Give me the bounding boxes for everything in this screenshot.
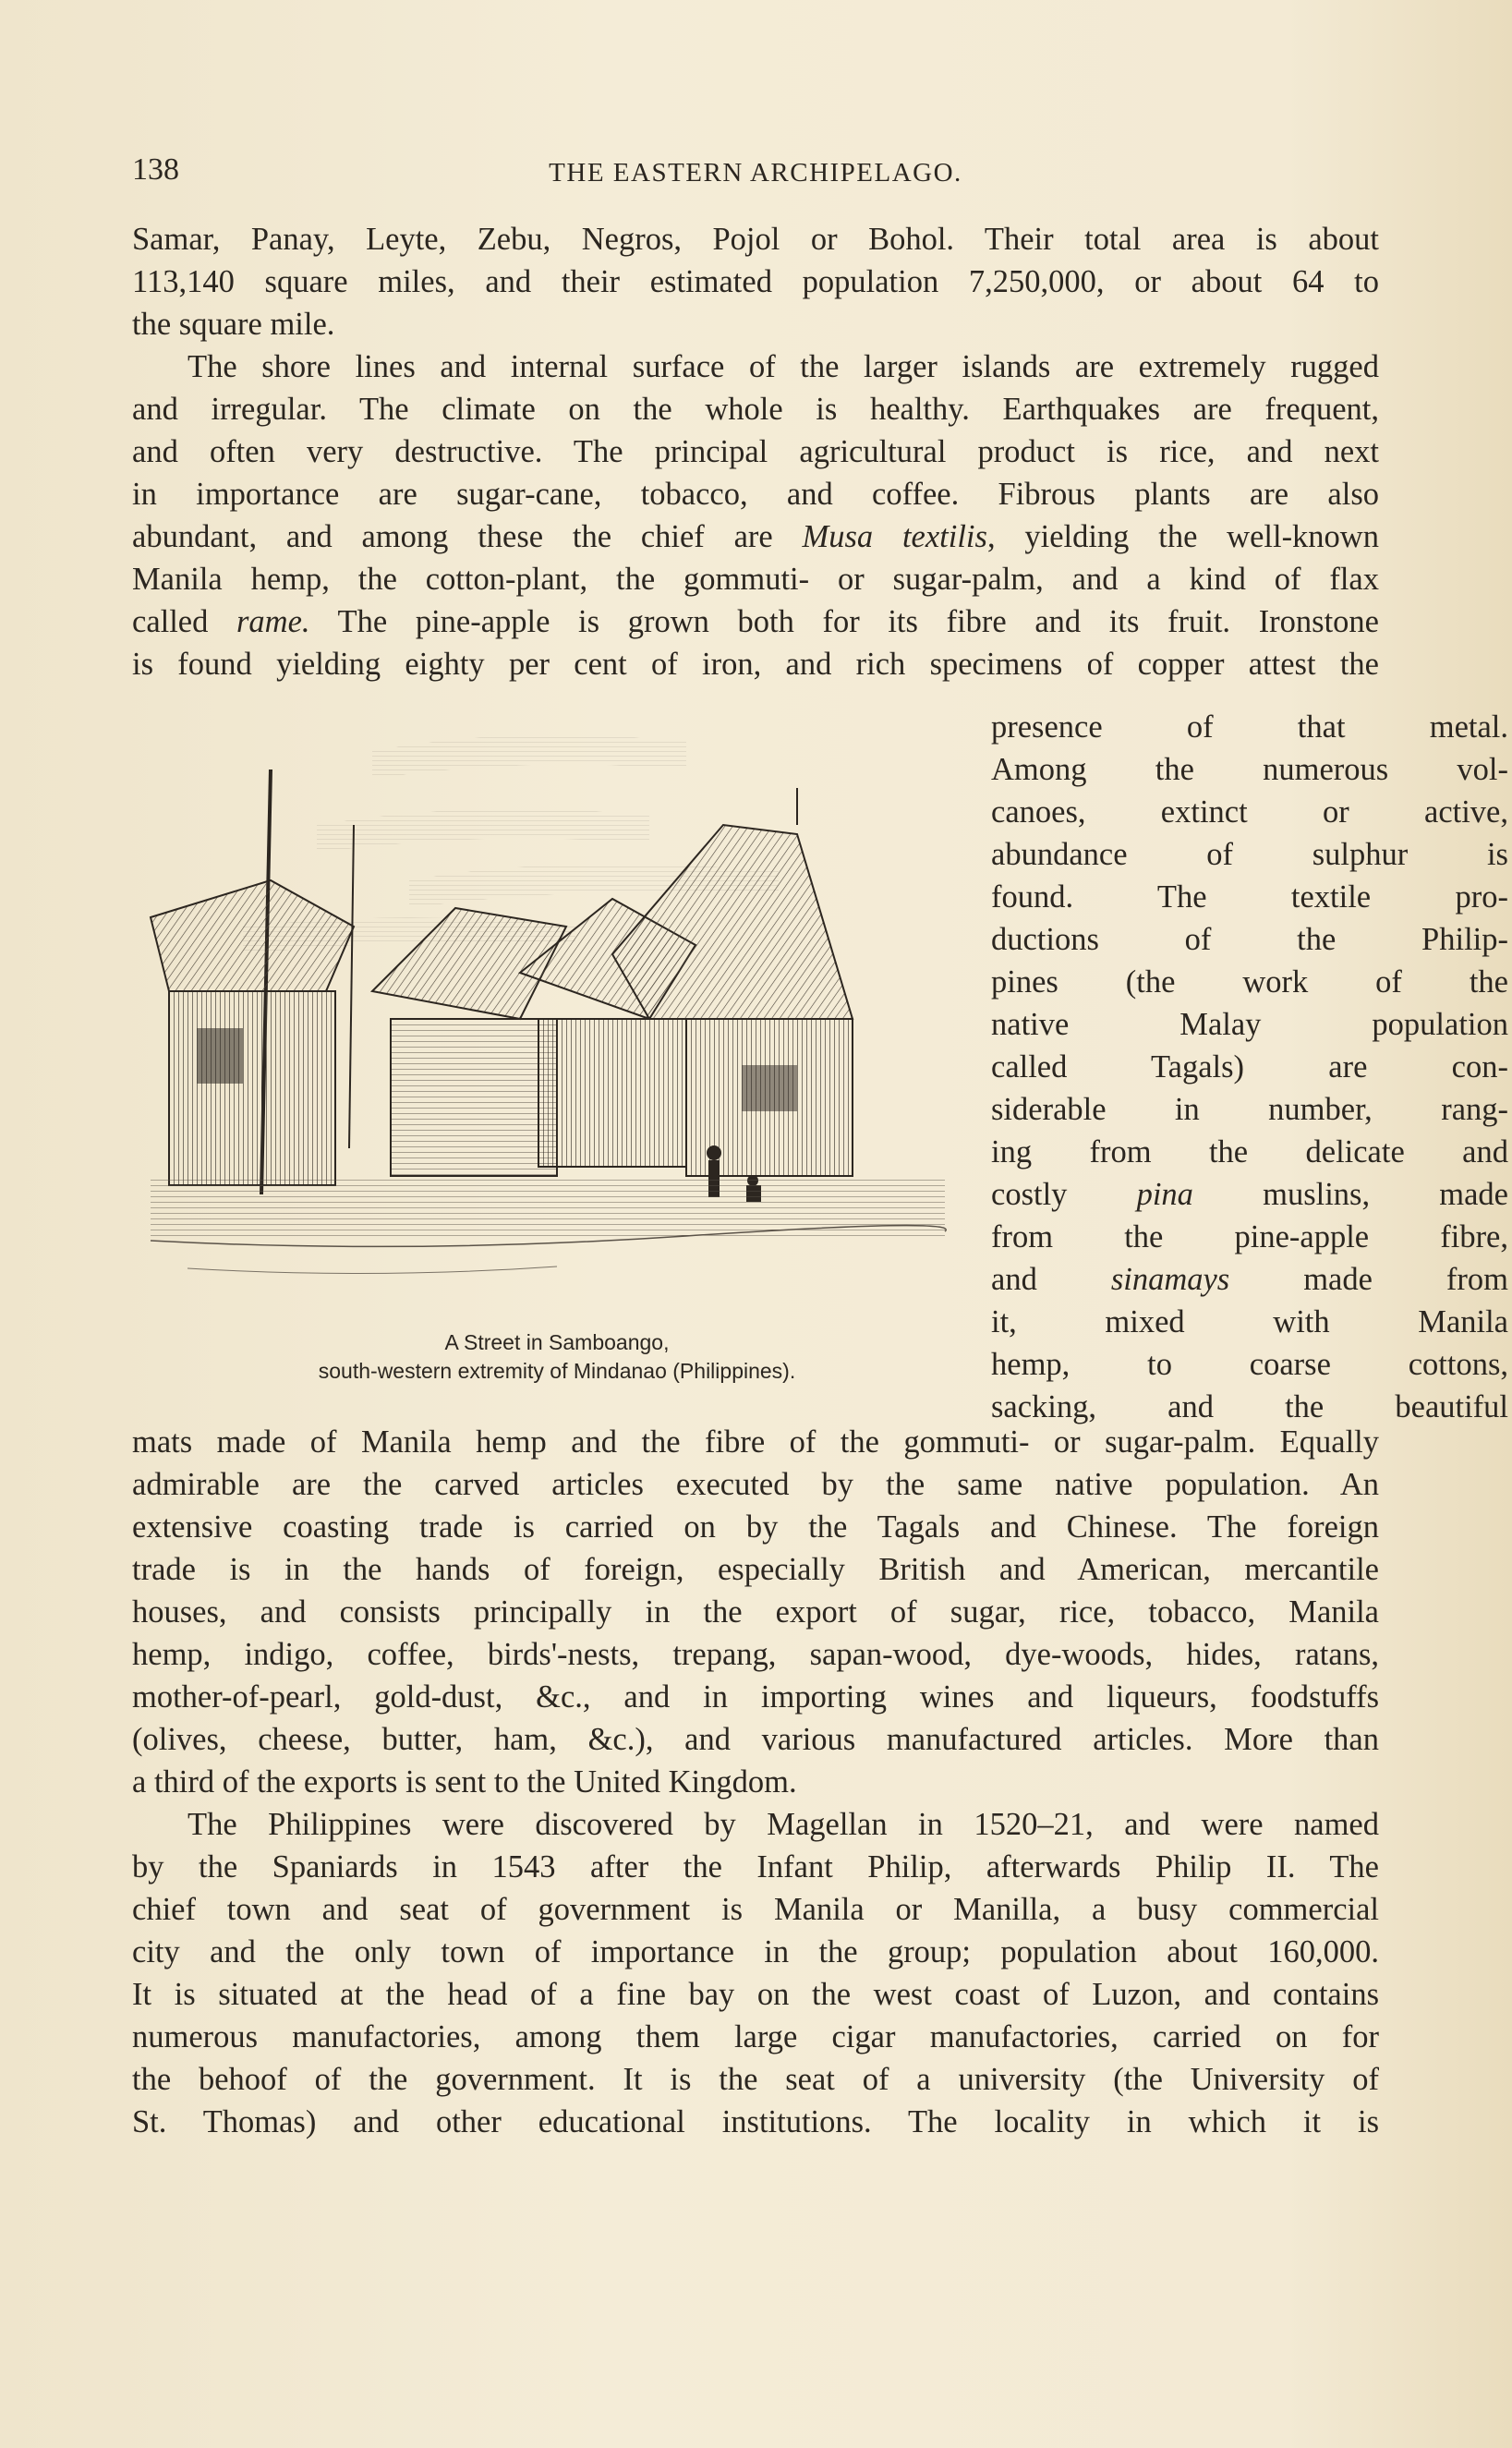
text-line: mother-of-pearl, gold-dust, &c., and in importing wines and liqueurs, foodstuffs [132, 1679, 1379, 1715]
text-line: canoes, extinct or active, [991, 794, 1508, 830]
text-line: chief town and seat of government is Manila or Manilla, a busy commercial [132, 1892, 1379, 1927]
body-text-top [132, 218, 1379, 685]
text-run: called [132, 604, 236, 639]
text-line: hemp, indigo, coffee, birds'-nests, trepang, sapan-wood, dye-woods, hides, ratans, [132, 1637, 1379, 1672]
text-line: and often very destructive. The principal agricultural product is rice, and next [132, 434, 1379, 469]
text-line: pines (the work of the [991, 964, 1508, 1000]
text-line: is found yielding eighty per cent of iron, and rich specimens of copper attest the [132, 647, 1379, 682]
text-line: numerous manufactories, among them large cigar manufactories, carried on for [132, 2019, 1379, 2054]
text-line: in importance are sugar-cane, tobacco, and coffee. Fibrous plants are also [132, 477, 1379, 512]
text-run: abundant, and among these the chief are [132, 519, 803, 554]
text-line: It is situated at the head of a fine bay on the west coast of Luzon, and contains [132, 1977, 1379, 2012]
text-line: hemp, to coarse cottons, [991, 1347, 1508, 1382]
text-line: trade is in the hands of foreign, especially British and American, mercantile [132, 1552, 1379, 1587]
text-run: made from [1229, 1262, 1508, 1297]
page-number: 138 [132, 152, 179, 187]
running-head: THE EASTERN ARCHIPELAGO. [549, 158, 962, 188]
text-line: mats made of Manila hemp and the fibre of the gommuti- or sugar-palm. Equally [132, 1424, 1379, 1460]
text-run: and [991, 1262, 1111, 1297]
text-run: , yielding the well-known [986, 519, 1379, 554]
text-line: presence of that metal. [991, 709, 1508, 745]
text-line: the behoof of the government. It is the seat of a university (the University of [132, 2062, 1379, 2097]
text-line: Among the numerous vol- [991, 752, 1508, 787]
italic-term: sinamays [1110, 1262, 1230, 1297]
text-line: ductions of the Philip- [991, 922, 1508, 957]
text-line [132, 515, 1379, 558]
text-line: The shore lines and internal surface of the larger islands are extremely rugged [187, 349, 1379, 384]
text-line: found. The textile pro- [991, 879, 1508, 915]
text-run: The pine-apple is grown both for its fibre and its fruit. Ironstone [309, 604, 1379, 639]
caption-line: south-western extremity of Mindanao (Philippines). [318, 1359, 796, 1383]
text-line: 113,140 square miles, and their estimated population 7,250,000, or about 64 to [132, 264, 1379, 299]
text-line: Samar, Panay, Leyte, Zebu, Negros, Pojol or Bohol. Their total area is about [132, 222, 1379, 257]
text-line: called Tagals) are con- [991, 1049, 1508, 1085]
caption-line: A Street in Samboango, [444, 1330, 670, 1354]
text-line: native Malay population [991, 1007, 1508, 1042]
text-line: siderable in number, rang- [991, 1092, 1508, 1127]
italic-term: rame. [236, 604, 310, 639]
figure-caption [243, 1328, 871, 1386]
text-line: from the pine-apple fibre, [991, 1219, 1508, 1254]
text-run: costly [991, 1177, 1137, 1212]
italic-term: pina [1136, 1177, 1193, 1212]
body-text-bottom [132, 1421, 1379, 2143]
text-line: houses, and consists principally in the export of sugar, rice, tobacco, Manila [132, 1594, 1379, 1630]
text-line: sacking, and the beautiful [991, 1389, 1508, 1424]
text-line: it, mixed with Manila [991, 1304, 1508, 1339]
text-line: Manila hemp, the cotton-plant, the gommuti- or sugar-palm, and a kind of flax [132, 562, 1379, 597]
text-line: a third of the exports is sent to the United Kingdom. [132, 1764, 797, 1800]
text-line [132, 600, 1379, 643]
street-ground [151, 1176, 946, 1274]
text-line: the square mile. [132, 307, 335, 342]
text-run: muslins, made [1192, 1177, 1508, 1212]
text-line: extensive coasting trade is carried on by the Tagals and Chinese. The foreign [132, 1509, 1379, 1545]
engraving-street-scene [132, 714, 973, 1305]
text-line: abundance of sulphur is [991, 837, 1508, 872]
side-column-text [991, 706, 1508, 1428]
text-line [991, 1258, 1508, 1301]
house-left [151, 880, 354, 1185]
text-line: ing from the delicate and [991, 1134, 1508, 1169]
text-line: St. Thomas) and other educational institutions. The locality in which it is [132, 2104, 1379, 2139]
italic-term: Musa textilis [802, 519, 987, 554]
text-line: and irregular. The climate on the whole is healthy. Earthquakes are frequent, [132, 392, 1379, 427]
text-line: by the Spaniards in 1543 after the Infant Philip, afterwards Philip II. The [132, 1849, 1379, 1884]
text-line [991, 1173, 1508, 1216]
page-header [132, 152, 1379, 199]
text-line: admirable are the carved articles executed by the same native population. An [132, 1467, 1379, 1502]
figure-section [132, 709, 1508, 1435]
text-line: city and the only town of importance in the group; population about 160,000. [132, 1934, 1379, 1969]
text-line: (olives, cheese, butter, ham, &c.), and various manufactured articles. More than [132, 1722, 1379, 1757]
text-line: The Philippines were discovered by Magellan in 1520–21, and were named [187, 1807, 1379, 1842]
